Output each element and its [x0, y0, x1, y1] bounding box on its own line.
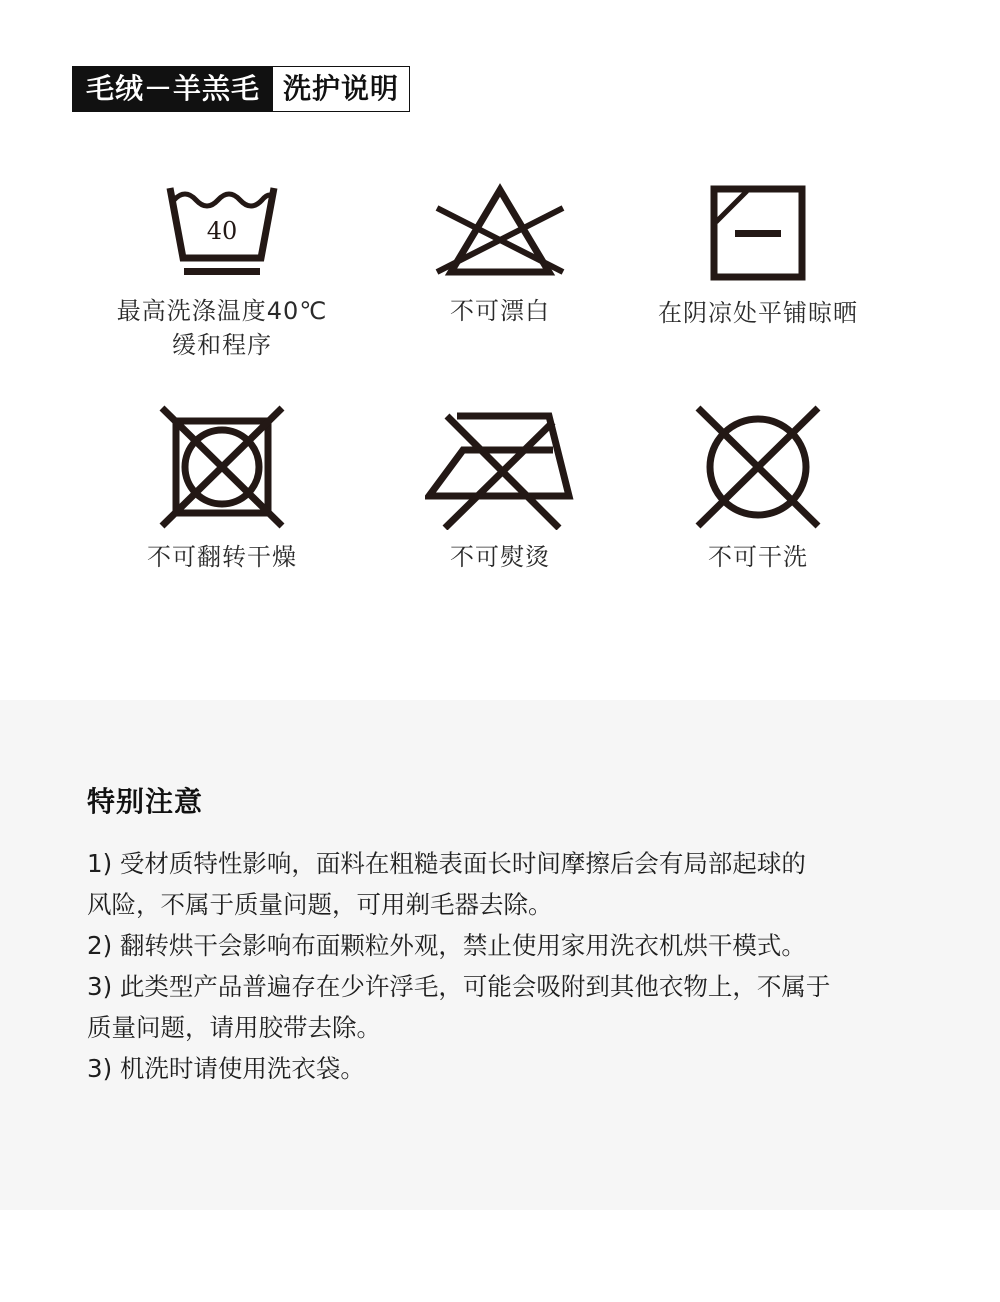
header-title-sub: 洗护说明 — [272, 66, 410, 112]
no-bleach-icon — [433, 182, 567, 278]
care-symbol-shade-flat-dry — [628, 182, 888, 330]
no-dry-clean-icon — [694, 404, 822, 530]
header-title-main: 毛绒－羊羔毛 — [72, 66, 272, 112]
notes-line: 风险，不属于质量问题，可用剃毛器去除。 — [87, 890, 553, 919]
care-label-shade-flat-dry: 在阴凉处平铺晾晒 — [658, 299, 858, 327]
wash-temperature-text: 40 — [206, 217, 238, 245]
page-header — [72, 66, 410, 112]
shade-flat-dry-icon — [707, 182, 809, 284]
care-label-wash: 最高洗涤温度40℃ — [116, 297, 328, 325]
no-tumble-dry-icon — [158, 404, 286, 530]
care-label-no-dry-clean: 不可干洗 — [708, 543, 808, 571]
care-symbol-no-bleach — [370, 182, 630, 328]
notes-line: 1) 受材质特性影响，面料在粗糙表面长时间摩擦后会有局部起球的 — [87, 849, 806, 878]
notes-title: 特别注意 — [87, 785, 204, 818]
care-label-wash-line2: 缓和程序 — [172, 331, 272, 359]
notes-line: 2) 翻转烘干会影响布面颗粒外观，禁止使用家用洗衣机烘干模式。 — [87, 931, 806, 960]
care-symbol-no-tumble-dry — [92, 404, 352, 574]
notes-line: 质量问题，请用胶带去除。 — [87, 1013, 381, 1042]
notes-list — [87, 843, 917, 1089]
no-iron-icon — [425, 404, 575, 530]
care-symbol-wash-40 — [92, 182, 352, 362]
care-label-no-iron: 不可熨烫 — [450, 543, 550, 571]
special-notes-section — [0, 700, 1000, 1210]
notes-line: 3) 此类型产品普遍存在少许浮毛，可能会吸附到其他衣物上，不属于 — [87, 972, 831, 1001]
care-symbol-no-dry-clean — [628, 404, 888, 574]
care-label-no-bleach: 不可漂白 — [450, 297, 550, 325]
care-label-no-tumble-dry: 不可翻转干燥 — [147, 543, 297, 571]
notes-line: 3) 机洗时请使用洗衣袋。 — [87, 1054, 365, 1083]
wash-40-gentle-icon — [166, 182, 278, 282]
care-symbol-no-iron — [370, 404, 630, 574]
